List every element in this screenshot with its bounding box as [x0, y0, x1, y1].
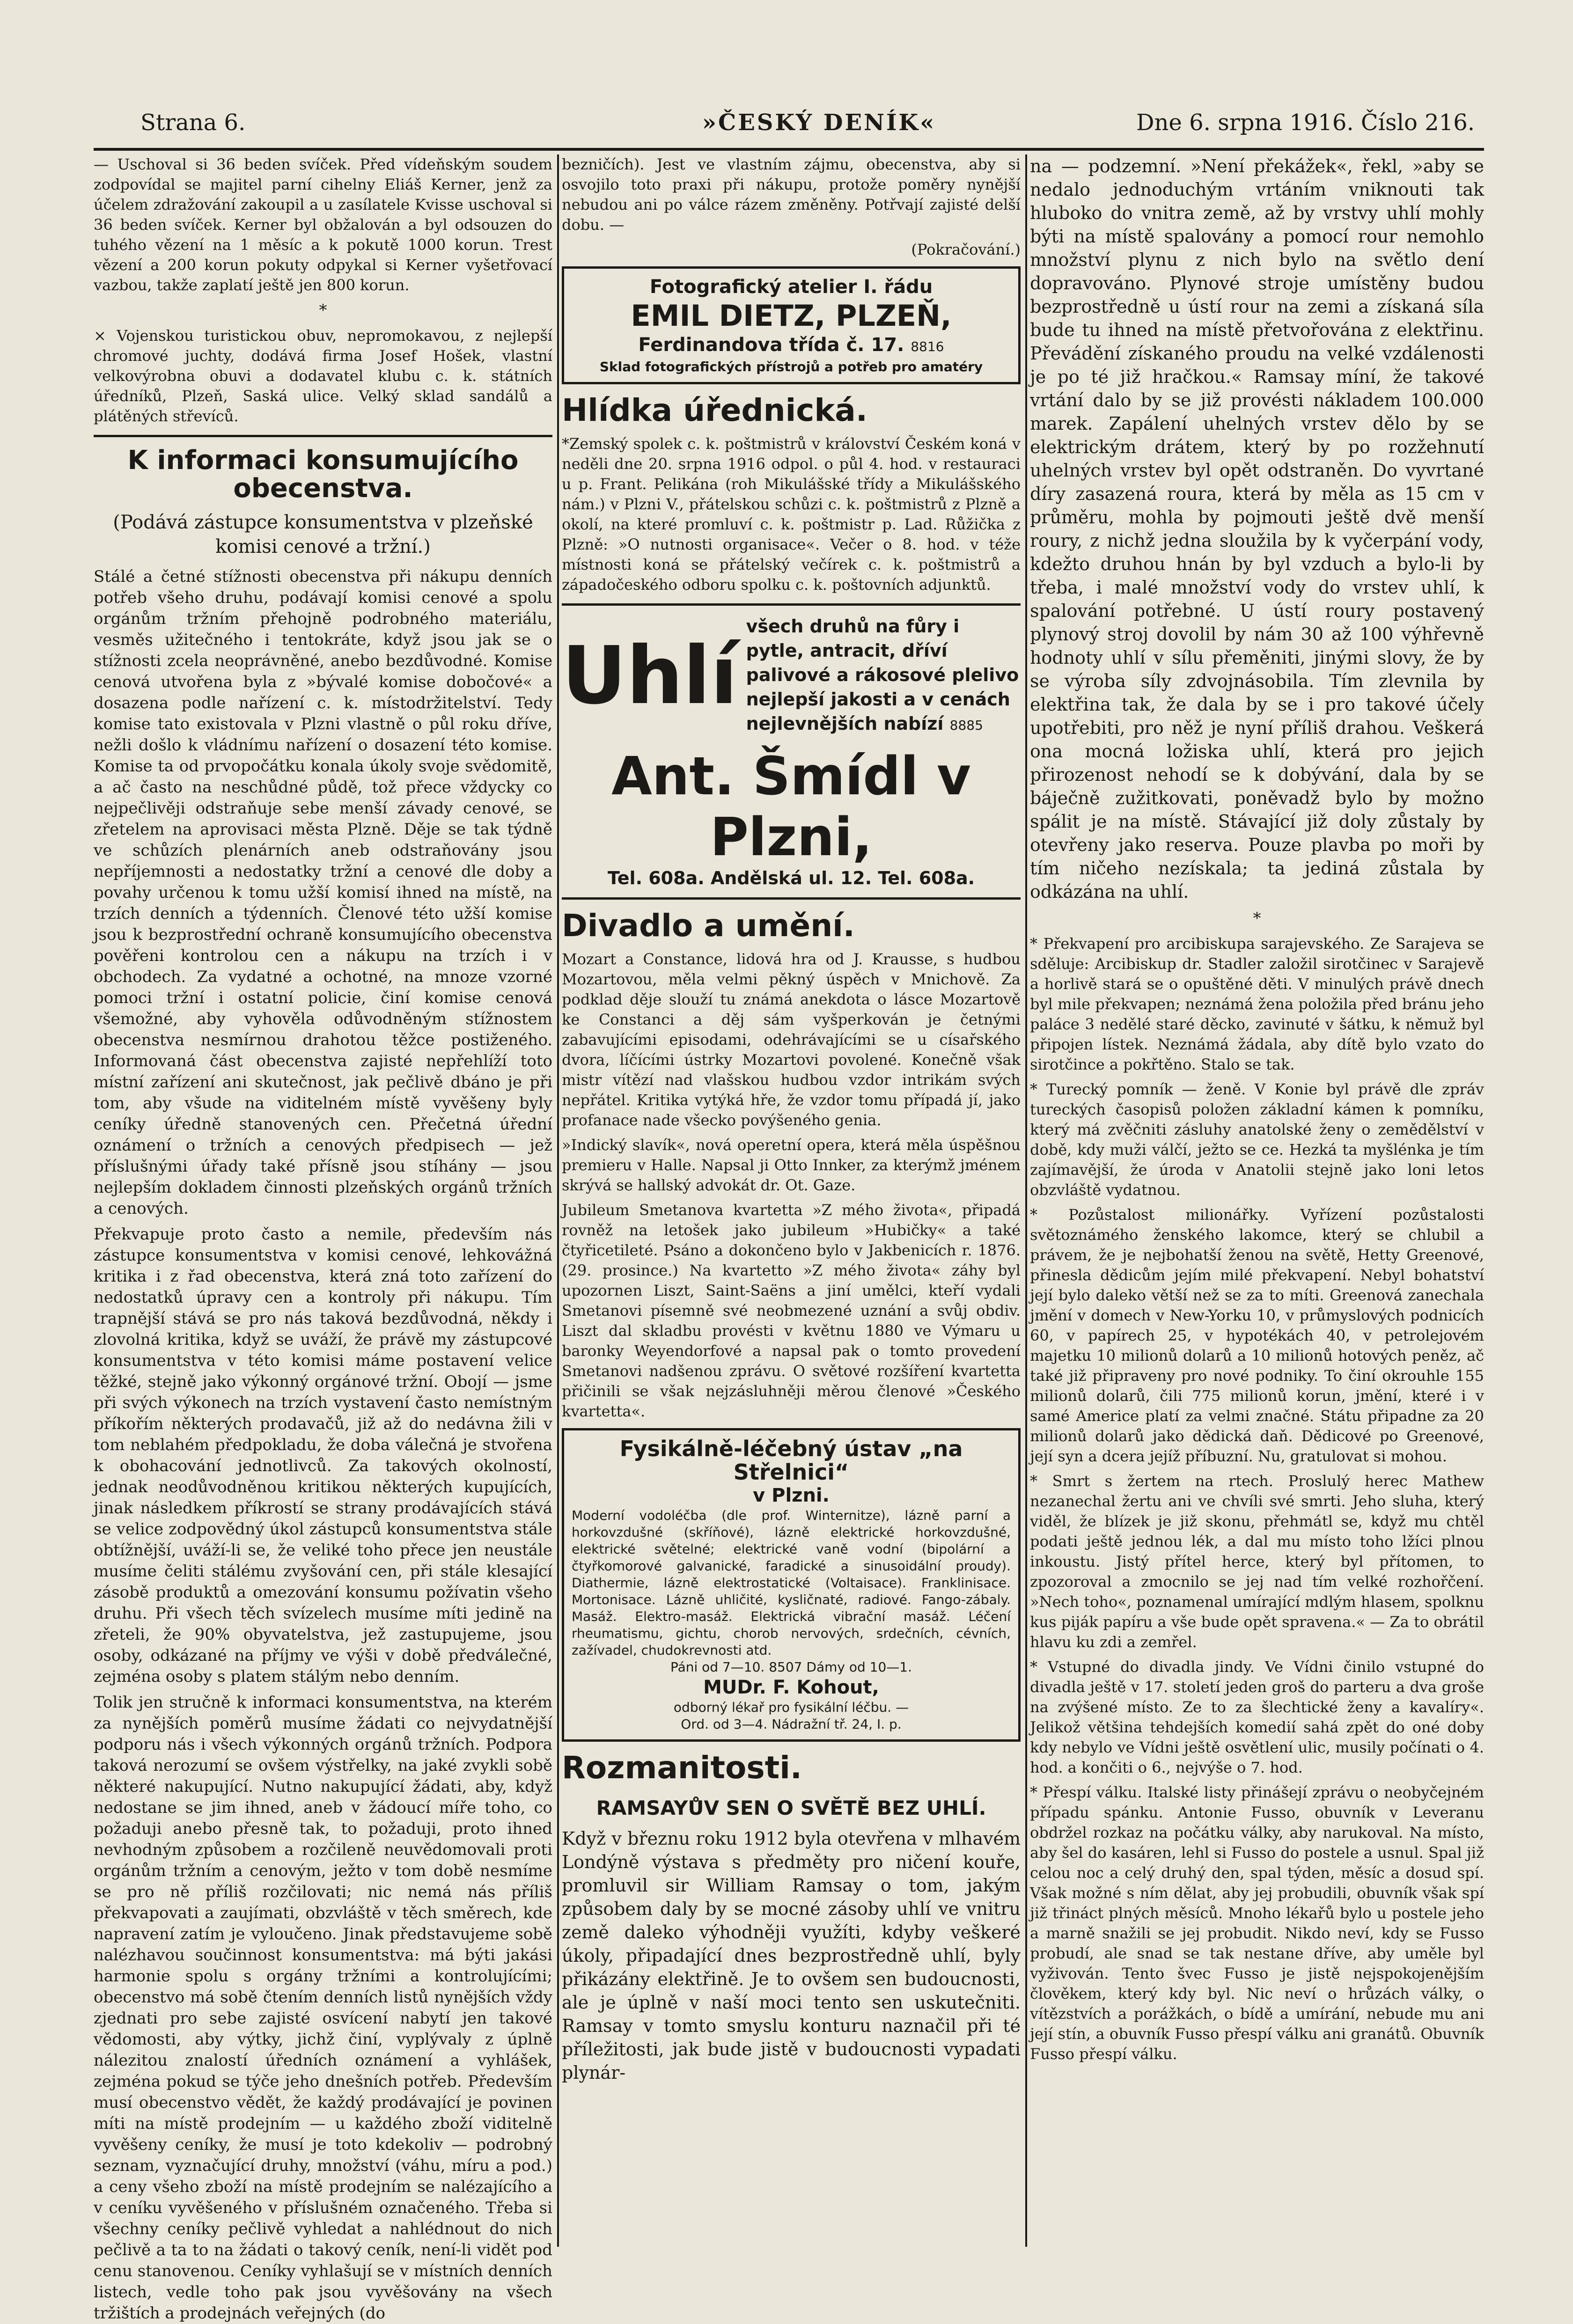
- news-pozustalost: * Pozůstalost milionářky. Vyřízení pozůstalosti světoznámého ženského lakomce, který se chlubil a právem, že je nejbohatší ženou na světě, Hetty Greenové, přinesla dědicům jejím milé překvapení. Nebyl bohatství její bylo daleko větší než se za to míti. Greenová zanechala jmění v domech v New-Yorku 10, v průmyslových podnicích 60, v papírech 25, v hypotékách 40, v petrolejovém majetku 10 milionů dolarů a 10 milionů hotových peněz, ač také již připraveny pro nové podniky. To činí okrouhle 155 milionů dolarů, čili 775 milionů korun, jmění, které i v samé Americe platí za velmi značné. Státu připadne za 20 milionů dolarů jako dědická daň. Dědicové po Greenové, její syn a dcera jejíž příbuzní. Nu, gratulovat si mohou.: [1030, 1206, 1484, 1465]
- section-hlidka: Hlídka úřednická.: [562, 392, 867, 428]
- column-3: [1030, 154, 1484, 2247]
- ad-spa-ladies: Dámy od 10—1.: [806, 1659, 912, 1675]
- article-continuation: bezničích). Jest ve vlastním zájmu, obecenstva, aby si osvojilo toto praxi při nákupu, protože poměry nynější nebudou ani po válce rázem změněny. Potřvají zajisté delší dobu. —: [562, 155, 1021, 234]
- masthead: »ČESKÝ DENÍK«: [702, 110, 936, 136]
- section-divadlo: Divadlo a umění.: [562, 908, 855, 944]
- hlidka-paragraph: *Zemský spolek c. k. poštmistrů v království Českém koná v neděli dne 20. srpna 1916 odpol. o půl 4. hod. v restauraci u p. Frant. Pelikána (roh Mikulášské třídy a Mikulášského nám.) v Plzni V., přátelskou schůzi c. k. poštmistrů z Plzně a okolí, na které promluví c. k. poštmistr p. Lad. Růžička z Plzně: »O nutnosti organisace«. Večer o 8. hod. v téže místnosti koná se přátelský večírek c. k. poštmistrů a západočeského odboru spolku c. k. poštovních adjunktů.: [562, 435, 1021, 594]
- ramsay-continuation: na — podzemní. »Není překážek«, řekl, »aby se nedalo jednoduchým vrtáním vniknouti tak hluboko do vnitra země, až by vrstvy uhlí mohly býti na místě spalovány a pomocí rour nemohlo množství plynu z nich bylo na světlo dení dopravováno. Plynové stroje umístěny budou bezprostředně u ústí rour na zemi a získaná síla bude tu ihned na místě přetvořována z elektřinu. Převádění získaného proudu na velké vzdálenosti je po té již hračkou.« Ramsay míní, že takové vrtání dalo by se již provésti nákladem 100.000 marek. Zapálení uhelných vrstev dělo by se elektrickým drátem, který by po rozžehnutí uhelných vrstev byl opět odstraněn. Do vyvrtané díry zasazená roura, která by měla as 15 cm v průměru, mohla by pojmouti ještě dvě menší roury, z nichž jedna sloužila by k vyčerpání vody, kdežto druhou hnán by byl vzduch a bylo-li by třeba, i malé množství vody do vrstev uhlí, k spalování potřebné. U ústí roury postavený plynový stroj dovolil by nám 30 až 100 výhřevně hodnoty uhlí v sílu přeměniti, jinými slovy, že by se výroba síly zdvojnásobila. Tím zlevnila by elektřina tak, že dala by se i pro takové účely upotřebiti, pro něž je nyní příliš drahou. Veškerá ona mocná ložiska uhlí, která pro jejich přirozenost nehodí se k dobývání, dala by se báječně zužitkovati, poněvadž bylo by možno spálit je na místě. Stávající již doly zůstaly by otevřeny jako reserva. Pouze plavba po moři by tím ničeho nezískala; ta jediná zůstala by odkázána na uhlí.: [1030, 156, 1484, 902]
- ad-spa-doctor: MUDr. F. Kohout,: [703, 1677, 879, 1698]
- continued-note: (Pokračování.): [911, 241, 1021, 258]
- ad-coal-text: všech druhů na fůry i pytle, antracit, dříví palivové a rákosové plelivo nejlepší jakosti a v cenách nejlevnějších nabízí: [746, 616, 1019, 734]
- section-rozmanitosti: Rozmanitosti.: [562, 1750, 802, 1786]
- separator-star: *: [319, 301, 327, 320]
- section-rule: [94, 435, 552, 437]
- theatre-slavik: »Indický slavík«, nová operetní opera, která měla úspěšnou premieru v Halle. Napsal ji Otto Innker, za kterýmž jménem skrývá se hallský advokát dr. Ot. Gaze.: [562, 1136, 1021, 1194]
- column-divider-2: [1025, 154, 1027, 2247]
- issue-date: Dne 6. srpna 1916. Číslo 216.: [1136, 110, 1475, 136]
- column-1: [94, 154, 552, 2323]
- news-smrt-s-zertem: * Smrt s žertem na rtech. Proslulý herec Mathew nezanechal žertu ani ve chvíli své smrti. Jeho sluha, který viděl, že blízek je již skonu, přehmátl se, když mu chtěl podati ještě jednou lék, a dal mu místo toho lžíci plnou inkoustu. Jistý přítel herce, který byl přítomen, to zpozoroval a zmocnilo se jej nad tím velké rozhořčení. »Nech toho«, poznamenal umírající mdlým hlasem, spolknu kus piják papíru a vše bude opět spravena.« — Za to obrátil hlavu ku zdi a zemřel.: [1030, 1472, 1484, 1651]
- article-paragraph-3: Tolik jen stručně k informaci konsumentstva, na kterém za nynějších poměrů musíme žádati co nejvydatnější podporu nás i všech výkonných orgánů tržních. Podpora taková nerozumí se ovšem výstřelky, na jaké zvykli sobě některé nakupující. Nutno nakupující žádati, aby, když nedostane se jim ihned, aneb v žádoucí míře toho, co požaduji anebo přesně tak, to požaduji, proto ihned nevhodným způsobem a rozčileně neuvědomovali proti orgánům tržním a cenovým, ježto v tom době nesmíme se pro ně příliš rozčilovati; nic nemá nás příliš překvapovati a zaujímati, obzvláště v těch směrech, kde napravení zatím je vyloučeno. Jinak představujeme sobě nalézhavou součinnost konsumentstva: má býti jakási harmonie spolu s orgány tržními a kontrolujícími; obecenstvo má sobě čtením denních listů nynějších vždy zjednati pro sebe zajisté osvícení nabytí jen takové vědomosti, aby výtky, jichž činí, vyplývaly z úplně nálezitou znalostí úředních oznámení a vyhlášek, zejména pokud se týče jeho dnešních potřeb. Především musí obecenstvo vědět, že každý prodávající je povinen míti na místě prodejním — u každého zboží viditelně vyvěšeny ceníky, že musí je toto kdekoliv — podrobný seznam, vyznačující druhy, množství (váhu, míru a pod.) a ceny všeho zboží na místě prodejním se nalézajícího a v ceníku vyvěšeného v příslušném označeného. Třeba si všechny ceníky pečlivě vyhledat a nahlédnout do nich pečlivě a ta to na žádati o takový ceník, není-li vidět pod cenu stanovenou. Ceníky vyhlašují se v místních denních listech, vedle toho pak jsou vyvěšovány na všech tržištích a prodejnách veřejných (do: [94, 1693, 552, 2323]
- ad-coal-seller: Ant. Šmídl v Plzni,: [611, 746, 971, 868]
- article-paragraph-2: Překvapuje proto často a nemile, především nás zástupce konsumentstva v komisi cenové, lehkovážná kritika i z řad obecenstva, která zná toto zařízení do nedostatků úpravy cen a kontroly při nákupu. Tím trapnější stává se pro nás taková bezdůvodná, někdy i zlovolná kritika, když se uváží, že právě my zástupcové konsumentstva v této komisi máme postavení velice těžké, stejně jako výkonný orgánové tržní. Obojí — jsme při svých výkonech na trzích vystavení často nemístným příkořím některých prodavačů, již až do nedávna žili v tom neblahém předpokladu, že doba válečná je stvořena k obohacování jednotlivců. Za takových okolností, jednak neodůvodněnou kritikou některých kupujících, jinak následkem příkrostí se strany prodávajících stává se velice zodpovědný úkol zástupců konsumentstva stále obtížnější, uváží-li se, že veliké toho přece jen neustále musíme čeliti stálému zvyšování cen, při stále klesající zásobě produktů a omezování konsumu požívatin všeho druhu. Při všech těch svízelech musíme míti jedině na zřeteli, že 90% obyvatelstva, jež zastupujeme, jsou osoby, odkázané na příjmy ve výši v době předválečné, zejména osoby s platem stálým nebo denním.: [94, 1225, 552, 1686]
- ad-obuv: × Vojenskou turistickou obuv, nepromokavou, z nejlepší chromové juchty, dodává firma Josef Hošek, vlastní velkovýrobna obuvi a dodavatel klubu c. k. státních úředníků, Plzeň, Saská ulice. Velký sklad sandálů a plátěných střevíců.: [94, 327, 552, 425]
- ad-spa: [562, 1428, 1021, 1742]
- article-paragraph-1: Stálé a četné stížnosti obecenstva při nákupu denních potřeb všeho druhu, podávají komisi cenové a spolu orgánům tržním přehojně podrobného materiálu, vesměs užitečného i tentokráte, když jsou jak se o stížnosti zcela neoprávněné, anebo bezdůvodné. Komise cenová utvořena byla z »bývalé komise dobočové« a dosazena podle nařízení c. k. místodržitelství. Tedy komise tato existovala v Plzni vlastně o půl roku dříve, nežli došlo k vládnímu nařízení o dosazení této komise. Komise ta od prvopočátku konala úkoly svoje svědomitě, a ač často na neschůdné půdě, tož přece vždycky co nejpečlivěji odstraňuje sebe menší závady cenové, se zřetelem na aprovisaci města Plzně. Děje se tak týdně ve schůzích plenárních aneb odstraňovány jsou nepříjemnosti a nedostatky tržní a cenové dle doby a povahy určenou k tomu užší komisí ihned na místě, na trzích denních a týdenních. Členové této užší komise jsou k bezprostřední ochraně konsumujícího obecenstva pověřeni kontrolou cen a nákupu na trzích i v obchodech. Za vydatné a ochotné, na mnoze vzorné pomoci tržní i ostatní policie, činí komise cenová všemožné, aby vyhověla odůvodněným stížnostem obecenstva nesmírnou drahotou těžce postiženého. Informovaná část obecenstva zajisté nepřehlíží toto místní zařízení ani skutečnost, jak pečlivě dbáno je při tom, aby všude na viditelném místě vyvěšeny byly ceníky úředně stanovených cen. Přečetná úřední oznámení o tržních a cenových předpisech — jež příslušnými úřady také přísně jsou stíhány — jsou nejlepším dokladem činnosti plzeňských orgánů tržních a cenových.: [94, 567, 552, 1218]
- ad-spa-doctor-line1: odborný lékař pro fysikální léčbu. —: [673, 1700, 909, 1715]
- news-arcibiskup: * Překvapení pro arcibiskupa sarajevského. Ze Sarajeva se sděluje: Arcibiskup dr. Stadler založil sirotčinec v Sarajevě a horlivě stará se o opuštěné děti. V minulých právě dnech byl mile překvapen; neznámá žena položila před bránu jeho paláce 3 nedělé staré děcko, zavinuté v šátku, k němuž byl připojen lístek. Neznámá žádala, aby dítě bylo vzato do sirotčince a pokřtěno. Stalo se tak.: [1030, 935, 1484, 1073]
- ad-photo-studio: [562, 266, 1021, 384]
- ad-coal-code: 8885: [949, 718, 983, 733]
- ad-spa-sub: v Plzni.: [753, 1485, 830, 1506]
- ad-spa-hours: Páni od 7—10.: [670, 1659, 765, 1675]
- column-2: [562, 154, 1021, 2247]
- ad-spa-title: Fysikálně-léčebný ústav „na Střelnici“: [619, 1436, 963, 1485]
- theatre-jubileum: Jubileum Smetanova kvartetta »Z mého života«, připadá rovněž na letošek jako jubileum »Hubičky« a také čtyřicetileté. Psáno a dokončeno bylo v Jakbenicích r. 1876. (29. prosince.) Na kvartetto »Z mého života« záhy byl upozornen Liszt, Saint-Saëns a jiní umělci, kteří vydali Smetanovi písemně své neobmezené uznání a svůj obdiv. Liszt dal skladbu provésti v květnu 1880 ve Výmaru u baronky Weyendorfové a napsal pak o tomto provedení Smetanovi nadšenou zprávu. O světové rozšíření kvartetta přičinili se však nejzásluhněji měrou členové »Českého kvartetta«.: [562, 1201, 1021, 1420]
- ad-spa-text: Moderní vodoléčba (dle prof. Winternitze), lázně parní a horkovzdušné (skříňové), lázně elektrické horkovzdušné, elektrické světelné; elektrické vaně vodní (bipolární a čtyřkomorové galvanické, faradické a sinusoidální proudy). Diathermie, lázně elektrostatické (Voltaisace). Franklinisace. Mortonisace. Lázně uhličité, kysličnaté, radiové. Fango-zábaly. Masáž. Elektro-masáž. Elektrická vibrační masáž. Léčení rheumatismu, gichtu, chorob nervových, srdečních, cévních, zažívadel, chudokrevnosti atd.: [572, 1508, 1011, 1658]
- ad-photo-bottom: Sklad fotografických přístrojů a potřeb pro amatéry: [599, 359, 983, 374]
- ad-photo-code: 8816: [911, 339, 944, 354]
- ramsay-paragraph: Když v březnu roku 1912 byla otevřena v mlhavém Londýně výstava s předměty pro ničení kouře, promluvil sir William Ramsay o tom, jakým způsobem daly by se mocné zásoby uhlí ve vnitru země daleko výhodněji využíti, kdyby veškeré úkoly, připadající dnes bezprostředně uhlí, byly přikázány elektřině. Je to ovšem sen budoucnosti, ale je úplně v naší moci tento sen uskutečniti. Ramsay v tomto smyslu konturu naznačil při té příležitosti, jak bude jistě v budoucnosti vypadati plynár-: [562, 1828, 1021, 2083]
- section-rule: [562, 603, 1021, 606]
- article-subtitle: (Podává zástupce konsumentstva v plzeňské komisi cenové a tržní.): [113, 512, 533, 557]
- ad-photo-top: Fotografický atelier I. řádu: [649, 276, 933, 298]
- ad-coal: [562, 614, 1021, 738]
- ramsay-title: RAMSAYŮV SEN O SVĚTĚ BEZ UHLÍ.: [596, 1796, 986, 1819]
- news-prespi-valku: * Přespí válku. Italské listy přinášejí zprávu o neobyčejném případu spánku. Antonie Fusso, obuvník v Leveranu obdržel rozkaz na počátku války, aby narukoval. Na místo, aby šel do kasáren, lehl si Fusso do postele a usnul. Spal již celou noc a celý druhý den, spal týden, měsíc a dosud spí. Však možné s ním dělat, aby jej probudili, obuvník však spí již třináct plných měsíců. Mnoho lékařů bylo u postele jeho a marně snažili se jej probudit. Nikdo neví, kdy se Fusso probudí, ale snad se tak nestane dříve, aby uměle byl vyživován. Tento švec Fusso je jistě nejspokojenějším člověkem, který kdy byl. Nic neví o hrůzách války, o vítězstvích a porážkách, o bídě a umírání, nebude mu ani její stín, a obuvník Fusso přespí válku ani granátů. Obuvník Fusso přespí válku.: [1030, 1783, 1484, 2063]
- news-vstupne: * Vstupné do divadla jindy. Ve Vídni činilo vstupné do divadla ještě v 17. století jeden groš do parteru a dva groše na zvýšené místo. Ze to za šlechtické ženy a kavalíry«. Jelikož většina tehdejších komedií sahá zpět do oné doby kdy nebylo ve Vídni ještě osvětlení ulic, musily počínati o 4. hod. a končiti o 6., nejvýše o 7. hod.: [1030, 1658, 1484, 1776]
- ad-photo-name: EMIL DIETZ, PLZEŇ,: [631, 299, 952, 333]
- ad-coal-address: Tel. 608a. Andělská ul. 12. Tel. 608a.: [607, 868, 975, 888]
- ad-spa-doctor-line2: Ord. od 3—4. Nádražní tř. 24, I. p.: [681, 1716, 902, 1732]
- page-header: [94, 106, 1484, 151]
- separator-star: *: [1253, 909, 1261, 928]
- page-number: Strana 6.: [140, 110, 246, 136]
- ad-photo-address: Ferdinandova třída č. 17.: [638, 334, 904, 356]
- news-turecky-pomnik: * Turecký pomník — ženě. V Konie byl právě dle zpráv tureckých časopisů položen základní kámen k pomníku, který má zvěčniti zásluhy anatolské ženy o zemědělství v době, kdy muži válčí, ježto se ce. Hezká ta myšlénka je tím zajímavější, že úroda v Anatolii stejně jako loni letos obzvláště vydatnou.: [1030, 1080, 1484, 1199]
- ad-spa-code: 8507: [769, 1659, 802, 1675]
- column-divider-1: [557, 154, 559, 2247]
- theatre-mozart: Mozart a Constance, lidová hra od J. Krausse, s hudbou Mozartovou, měla velmi pěkný úspěch v Mnichově. Za podklad děje slouží tu známá anekdota o lásce Mozartově ke Constanci a děj sám vyšperkován je četnými zabavujícími episodami, odehrávajícími se u císařského dvora, líčícími ústrky Mozartovi povolené. Konečně však mistr vítězí nad vlašskou hudbou vzdor intrikám svých nepřátel. Kritika vytýká hře, že vzdor tomu případá jí, jako profanace nade všecko povýšeného genia.: [562, 950, 1021, 1129]
- section-rule: [562, 897, 1021, 900]
- ad-coal-word: Uhlí: [562, 630, 738, 722]
- news-uschoval: — Uschoval si 36 beden svíček. Před vídeňským soudem zodpovídal se majitel parní cihelny Eliáš Kerner, jenž za účelem zdražování zakoupil a u zasílatele Kvisse uschoval si 36 beden svíček. Kerner byl obžalován a byl odsouzen do tuhého vězení na 1 měsíc a k pokutě 1000 korun. Trest vězení a 200 korun pokuty odpykal si Kerner vyšetřovací vazbou, takže zaplatí ještě jen 800 korun.: [94, 155, 552, 294]
- article-title: K informaci konsumujícího obecenstva.: [127, 445, 519, 504]
